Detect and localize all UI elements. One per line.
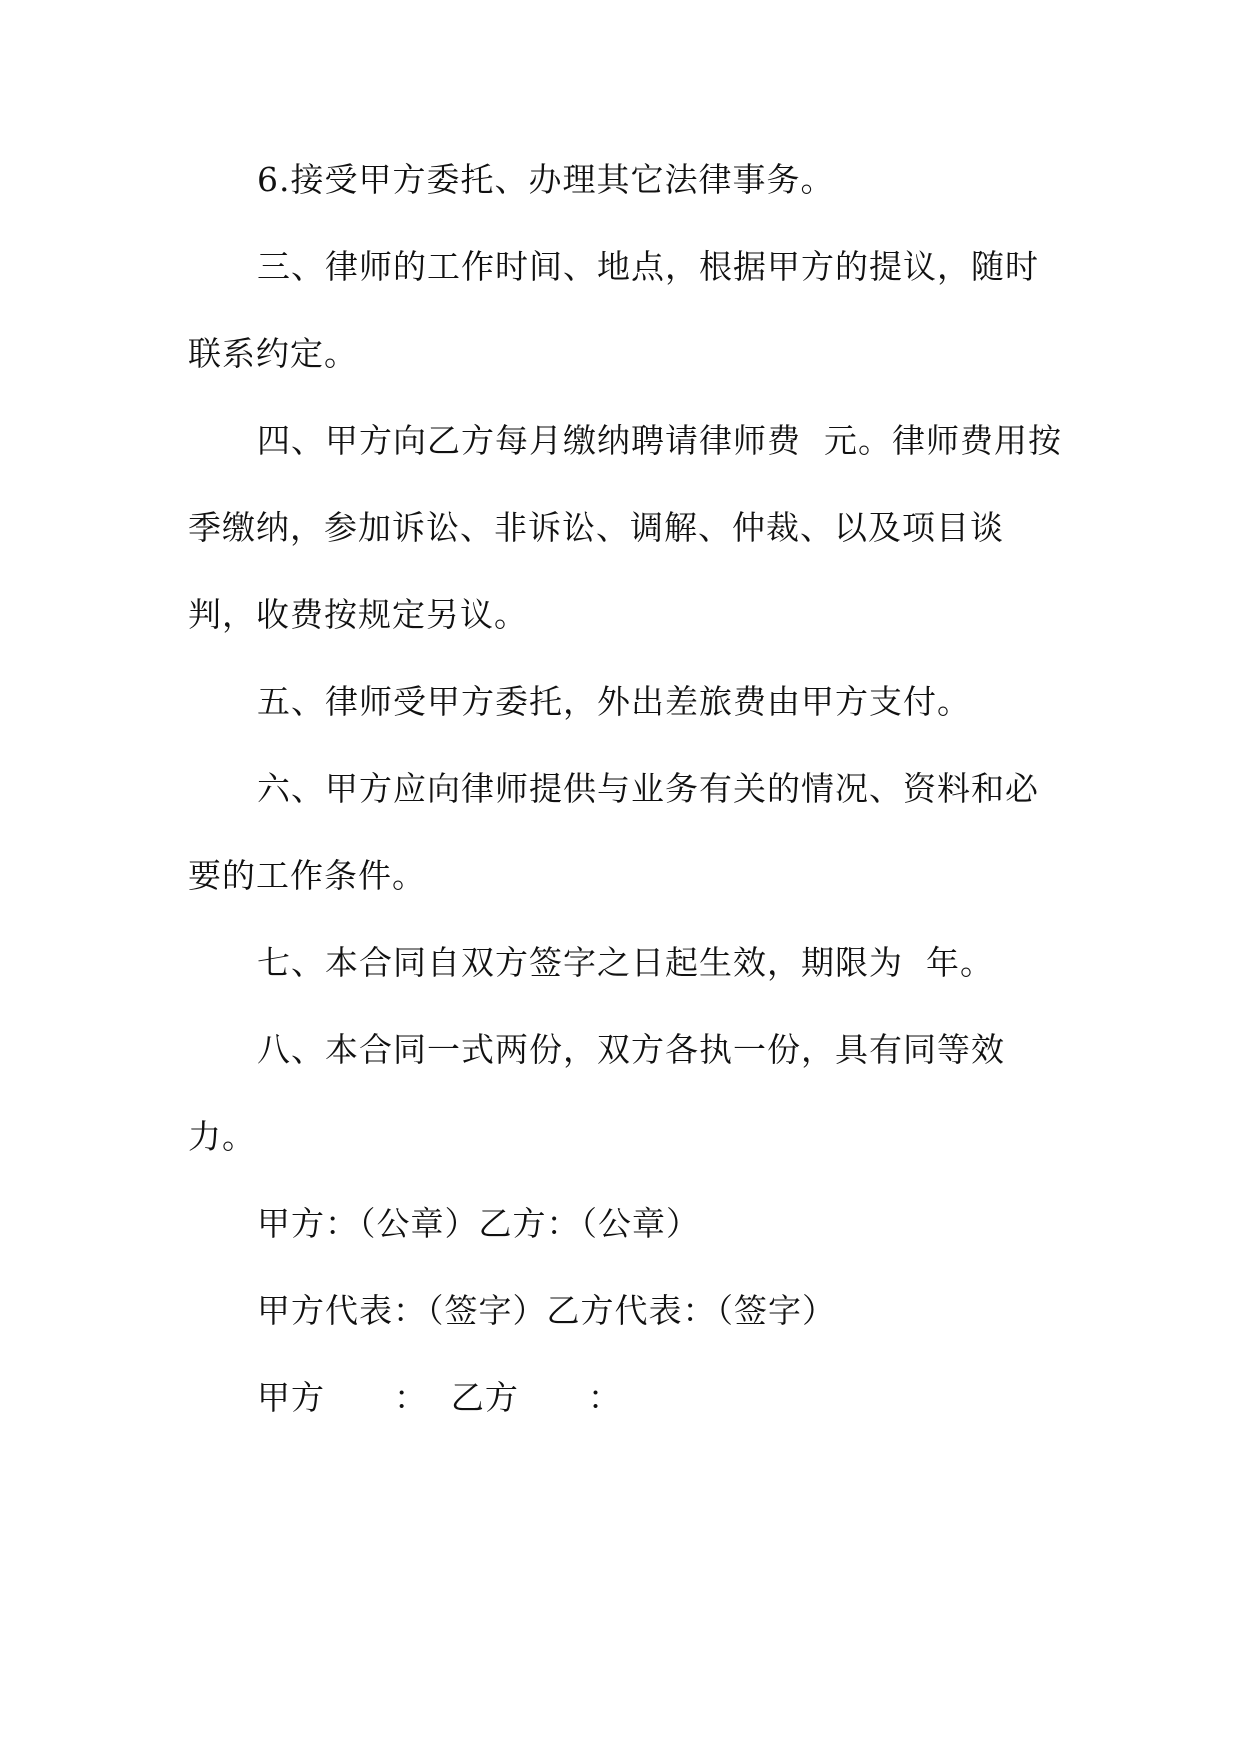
clause-6-text: 6.接受甲方委托、办理其它法律事务。 (257, 160, 835, 199)
signature-representative-line: 甲方代表：（签字）乙方代表：（签字） (257, 1291, 836, 1330)
section-8-line-1: 八、本合同一式两份，双方各执一份，具有同等效 (257, 1030, 1005, 1069)
section-7-text: 七、本合同自双方签字之日起生效，期限为 年。 (257, 943, 994, 982)
section-8-line-2: 力。 (188, 1117, 256, 1156)
section-4-line-1: 四、甲方向乙方每月缴纳聘请律师费 元。律师费用按 (257, 421, 1062, 460)
section-4-line-3: 判，收费按规定另议。 (188, 595, 528, 634)
section-4-line-2: 季缴纳，参加诉讼、非诉讼、调解、仲裁、以及项目谈 (188, 508, 1004, 547)
section-5-text: 五、律师受甲方委托，外出差旅费由甲方支付。 (257, 682, 971, 721)
section-6-line-1: 六、甲方应向律师提供与业务有关的情况、资料和必 (257, 769, 1039, 808)
signature-party-line: 甲方 ： 乙方 ： (257, 1378, 622, 1417)
section-3-line-2: 联系约定。 (188, 334, 358, 373)
signature-seal-line: 甲方：（公章）乙方：（公章） (257, 1204, 700, 1243)
section-6-line-2: 要的工作条件。 (188, 856, 426, 895)
section-3-line-1: 三、律师的工作时间、地点，根据甲方的提议，随时 (257, 247, 1039, 286)
